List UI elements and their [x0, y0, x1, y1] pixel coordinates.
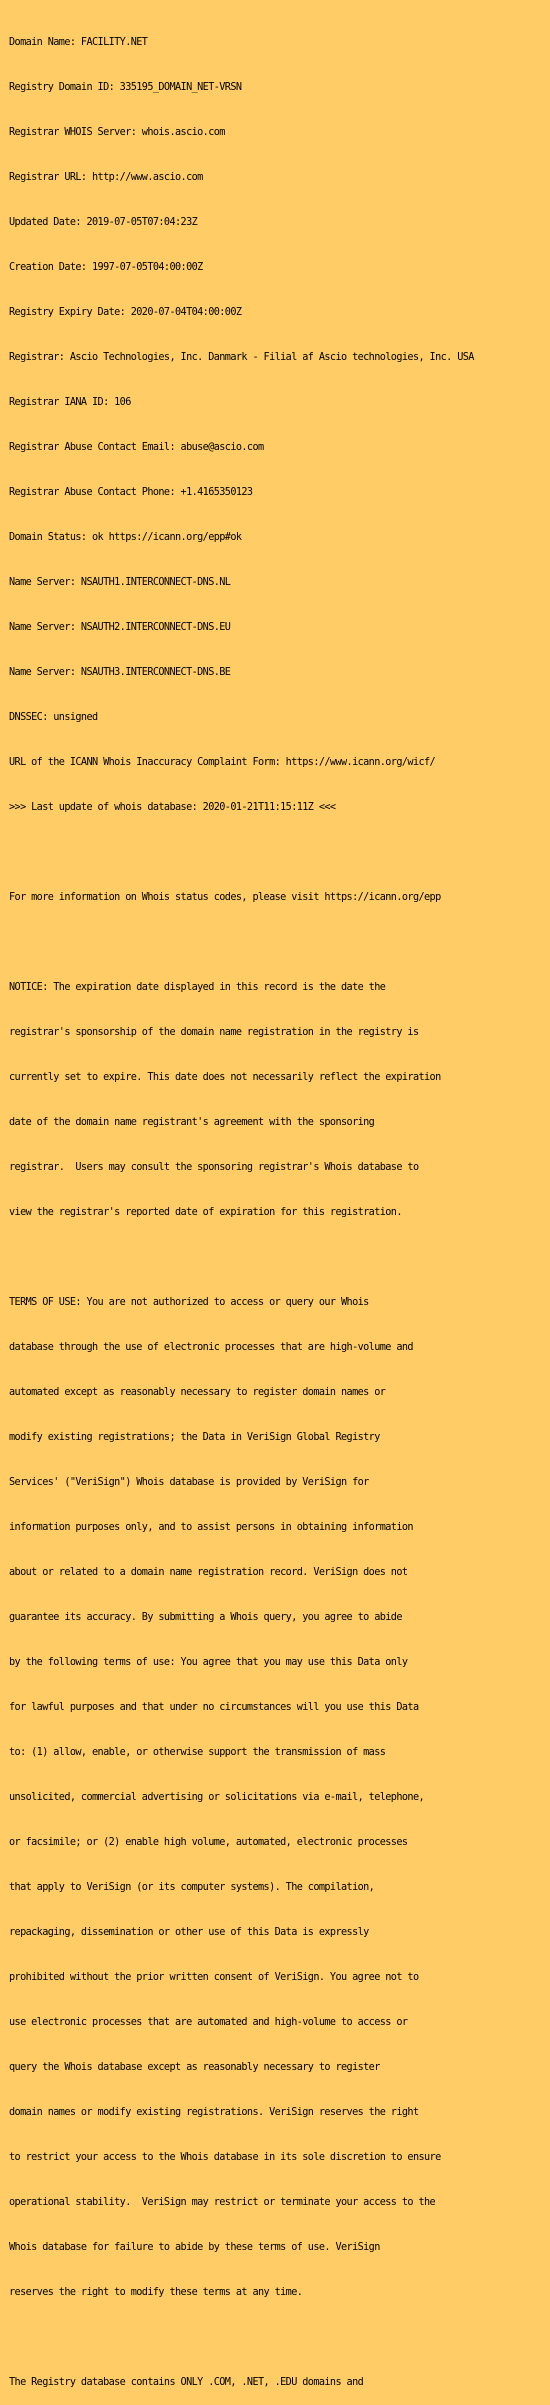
registry-info-line: The Registry database contains ONLY .COM, .NET, .EDU domains and	[9, 2377, 364, 2388]
terms-line: reserves the right to modify these terms at any time.	[9, 2287, 303, 2298]
terms-line: for lawful purposes and that under no circumstances will you use this Data	[9, 1702, 419, 1713]
line-name-server-1: Name Server: NSAUTH1.INTERCONNECT-DNS.NL	[9, 577, 231, 588]
line-domain-status: Domain Status: ok https://icann.org/epp#ok	[9, 532, 242, 543]
notice-line: date of the domain name registrant's agreement with the sponsoring	[9, 1117, 375, 1128]
terms-line: guarantee its accuracy. By submitting a Whois query, you agree to abide	[9, 1612, 402, 1623]
terms-line: about or related to a domain name registration record. VeriSign does not	[9, 1567, 408, 1578]
line-abuse-email: Registrar Abuse Contact Email: abuse@ascio.com	[9, 442, 264, 453]
terms-line: by the following terms of use: You agree that you may use this Data only	[9, 1657, 408, 1668]
line-registry-domain-id: Registry Domain ID: 335195_DOMAIN_NET-VRSN	[9, 82, 242, 93]
line-updated-date: Updated Date: 2019-07-05T07:04:23Z	[9, 217, 198, 228]
blank-line	[9, 935, 550, 950]
blank-line	[9, 1250, 550, 1265]
terms-line: automated except as reasonably necessary to register domain names or	[9, 1387, 386, 1398]
line-domain-name: Domain Name: FACILITY.NET	[9, 37, 148, 48]
notice-line: registrar's sponsorship of the domain name registration in the registry is	[9, 1027, 419, 1038]
terms-line: information purposes only, and to assist persons in obtaining information	[9, 1522, 413, 1533]
terms-line: Services' ("VeriSign") Whois database is provided by VeriSign for	[9, 1477, 369, 1488]
line-name-server-3: Name Server: NSAUTH3.INTERCONNECT-DNS.BE	[9, 667, 231, 678]
line-registrar: Registrar: Ascio Technologies, Inc. Danmark - Filial af Ascio technologies, Inc. USA	[9, 352, 474, 363]
terms-line: to restrict your access to the Whois database in its sole discretion to ensure	[9, 2152, 441, 2163]
line-last-update: >>> Last update of whois database: 2020-01-21T11:15:11Z <<<	[9, 802, 336, 813]
terms-line: Whois database for failure to abide by these terms of use. VeriSign	[9, 2242, 380, 2253]
blank-line	[9, 2330, 550, 2345]
terms-line: operational stability. VeriSign may restrict or terminate your access to the	[9, 2197, 436, 2208]
line-registrar-url: Registrar URL: http://www.ascio.com	[9, 172, 203, 183]
terms-line: repackaging, dissemination or other use of this Data is expressly	[9, 1927, 369, 1938]
terms-line: to: (1) allow, enable, or otherwise support the transmission of mass	[9, 1747, 386, 1758]
line-status-codes-info: For more information on Whois status codes, please visit https://icann.org/epp	[9, 892, 441, 903]
blank-line	[9, 845, 550, 860]
line-icann-complaint-url: URL of the ICANN Whois Inaccuracy Complaint Form: https://www.icann.org/wicf/	[9, 757, 436, 768]
terms-line: or facsimile; or (2) enable high volume, automated, electronic processes	[9, 1837, 408, 1848]
line-name-server-2: Name Server: NSAUTH2.INTERCONNECT-DNS.EU	[9, 622, 231, 633]
terms-line: modify existing registrations; the Data in VeriSign Global Registry	[9, 1432, 380, 1443]
terms-line: query the Whois database except as reasonably necessary to register	[9, 2062, 380, 2073]
terms-line: use electronic processes that are automated and high-volume to access or	[9, 2017, 408, 2028]
terms-line: that apply to VeriSign (or its computer systems). The compilation,	[9, 1882, 375, 1893]
line-registrar-whois-server: Registrar WHOIS Server: whois.ascio.com	[9, 127, 225, 138]
notice-line: currently set to expire. This date does not necessarily reflect the expiration	[9, 1072, 441, 1083]
line-creation-date: Creation Date: 1997-07-05T04:00:00Z	[9, 262, 203, 273]
notice-line: NOTICE: The expiration date displayed in this record is the date the	[9, 982, 386, 993]
terms-line: domain names or modify existing registrations. VeriSign reserves the right	[9, 2107, 419, 2118]
notice-line: view the registrar's reported date of expiration for this registration.	[9, 1207, 402, 1218]
line-dnssec: DNSSEC: unsigned	[9, 712, 98, 723]
notice-line: registrar. Users may consult the sponsoring registrar's Whois database to	[9, 1162, 419, 1173]
line-registrar-iana-id: Registrar IANA ID: 106	[9, 397, 131, 408]
terms-line: TERMS OF USE: You are not authorized to access or query our Whois	[9, 1297, 369, 1308]
terms-line: prohibited without the prior written consent of VeriSign. You agree not to	[9, 1972, 419, 1983]
terms-line: unsolicited, commercial advertising or solicitations via e-mail, telephone,	[9, 1792, 425, 1803]
line-abuse-phone: Registrar Abuse Contact Phone: +1.4165350123	[9, 487, 253, 498]
line-registry-expiry-date: Registry Expiry Date: 2020-07-04T04:00:00Z	[9, 307, 242, 318]
terms-line: database through the use of electronic processes that are high-volume and	[9, 1342, 413, 1353]
